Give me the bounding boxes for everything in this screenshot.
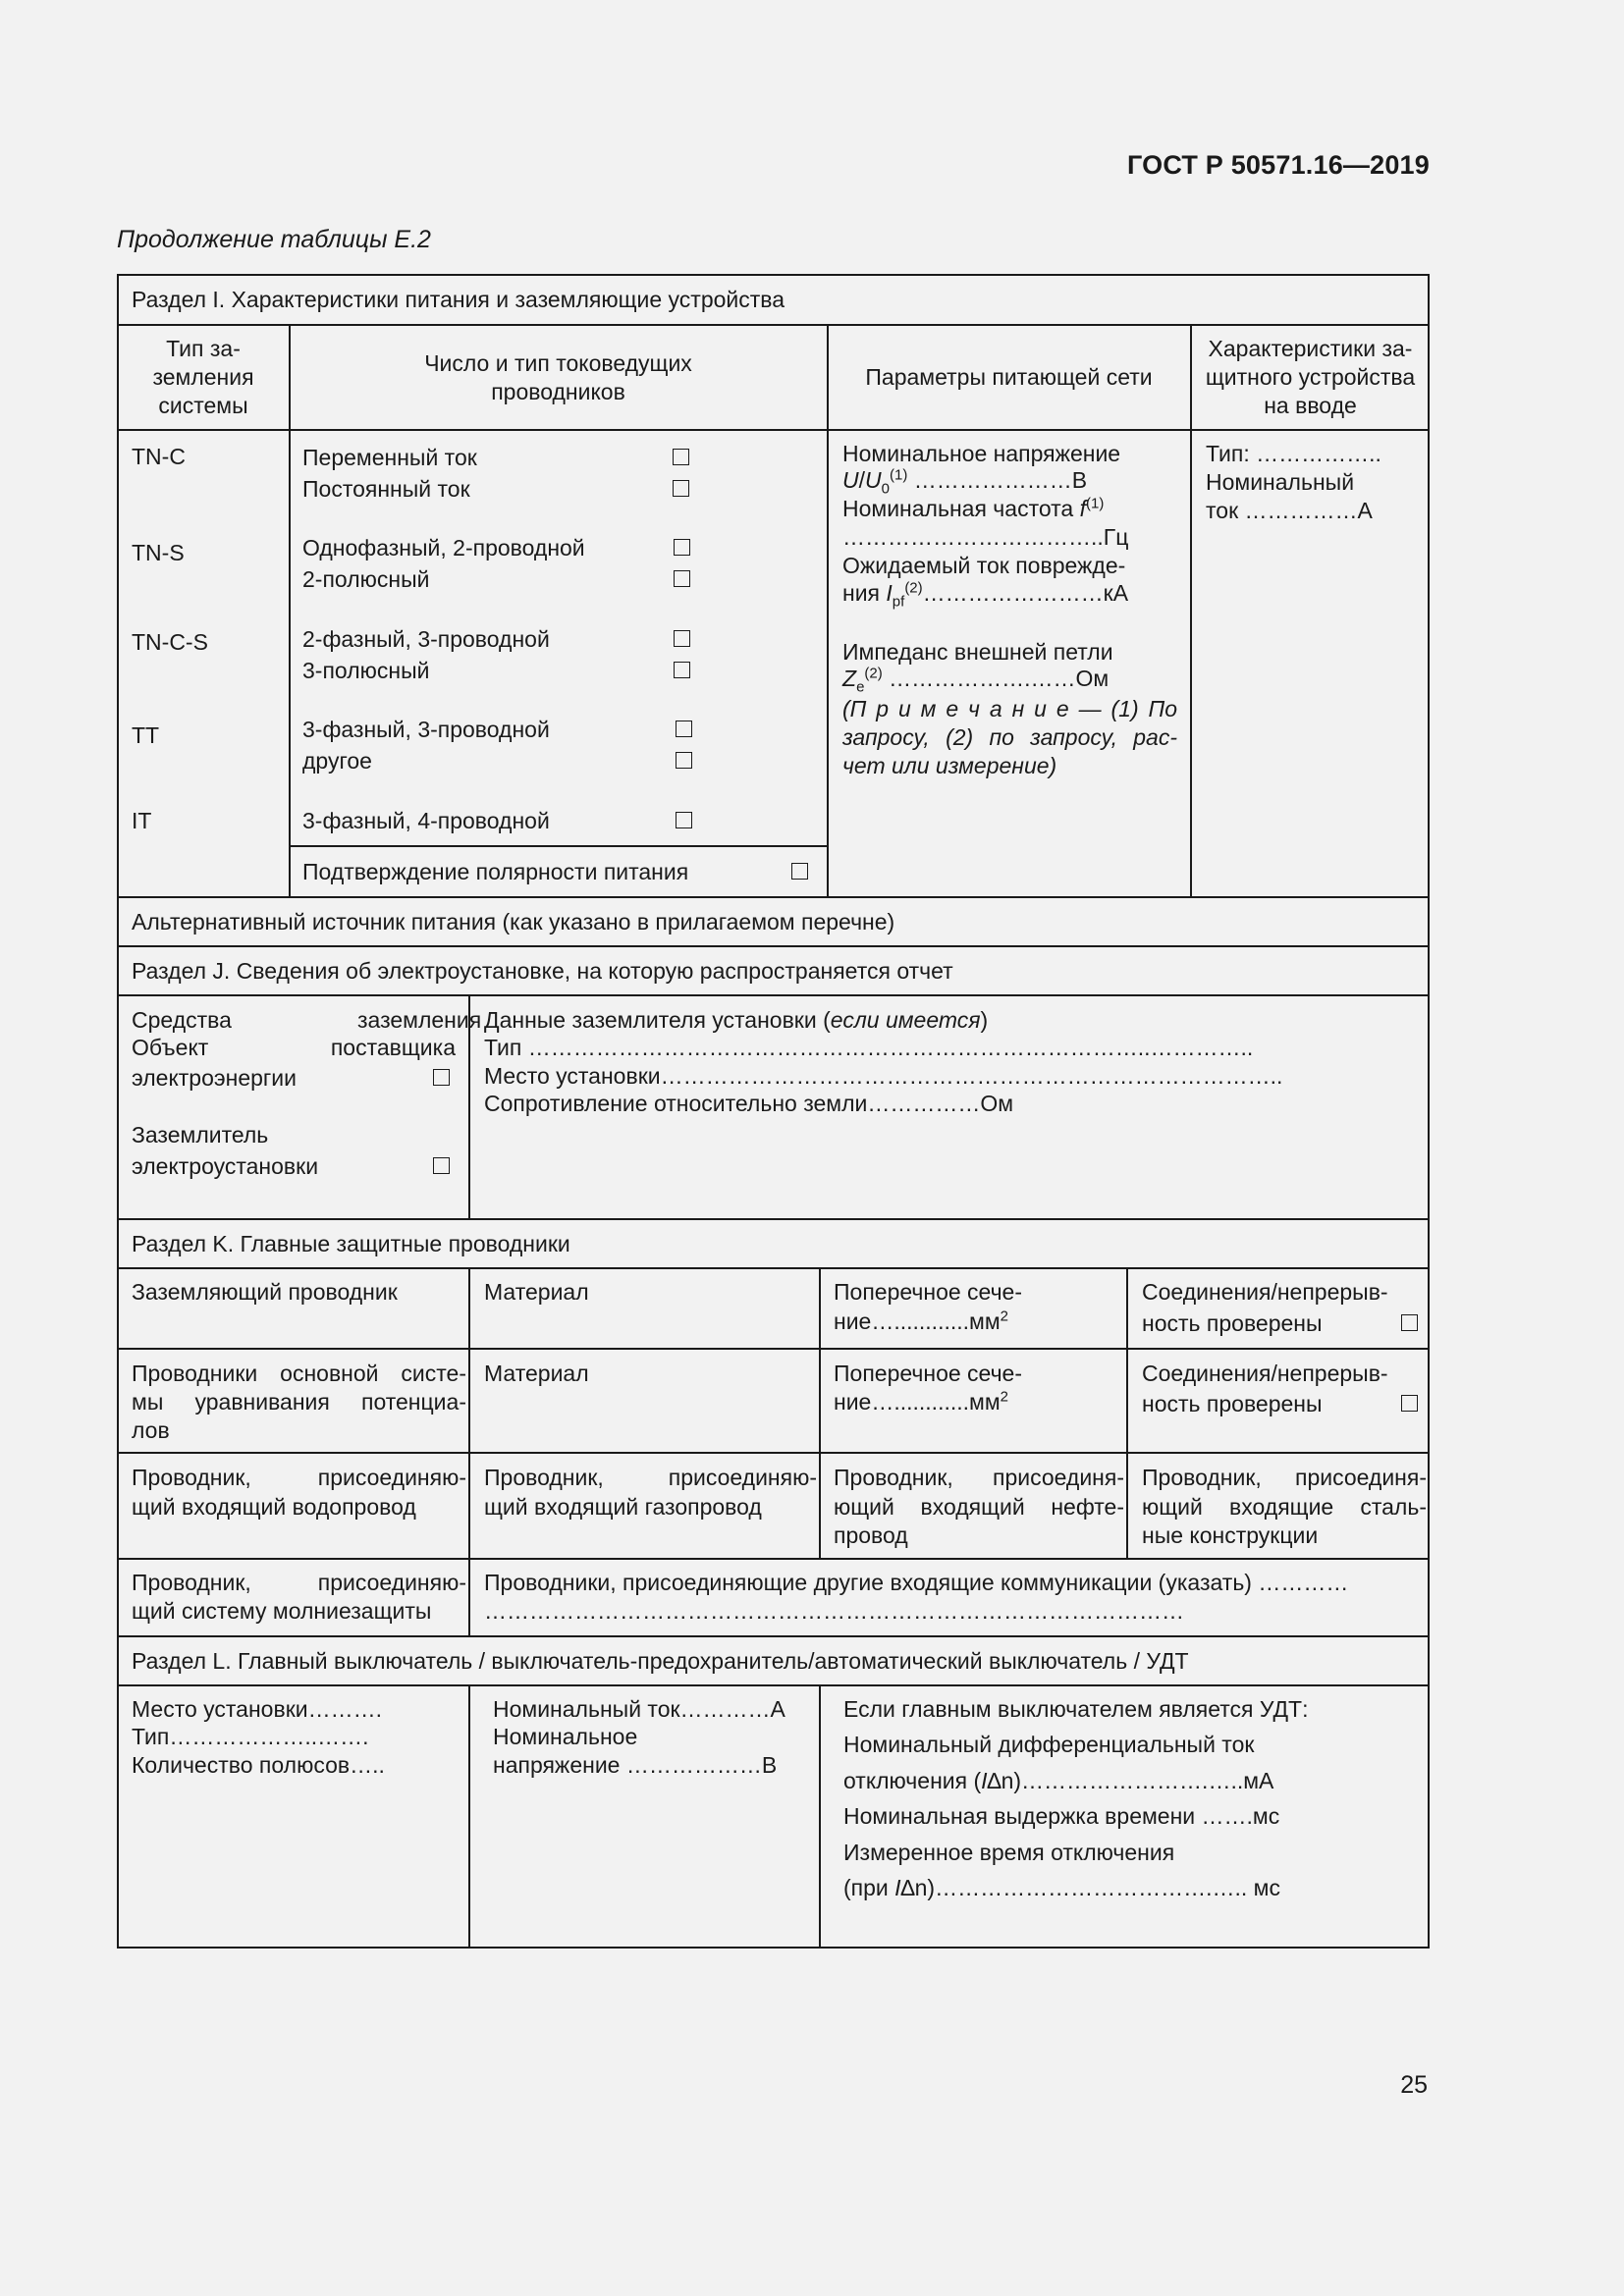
fault-current-field	[842, 579, 1129, 611]
checkbox-3ph-4w[interactable]	[676, 812, 692, 828]
rule	[117, 1684, 1430, 1686]
dotted-field: ……………….……Ом	[882, 666, 1110, 691]
rcd-time-delay-field: Номинальная выдержка времени …….мс	[843, 1803, 1280, 1829]
fault-current-label: Ожидаемый ток поврежде-	[842, 553, 1126, 578]
cross-section-field	[834, 1308, 1008, 1336]
header-line: системы	[158, 393, 248, 418]
steel-conductor-line: ные конструкции	[1142, 1522, 1319, 1548]
rule	[117, 994, 1430, 996]
rule	[117, 896, 1430, 898]
rated-voltage-label: Номинальное	[493, 1724, 638, 1749]
installation-electrode-label: Заземлитель	[132, 1122, 269, 1148]
means-of-earthing-left: Средства	[132, 1007, 232, 1033]
earthing-conductor: Заземляющий проводник	[132, 1279, 398, 1305]
checkbox-supplier-facility[interactable]	[433, 1069, 450, 1086]
rule	[290, 845, 828, 847]
section-k-title: Раздел K. Главные защитные проводники	[132, 1231, 570, 1256]
label-text: )	[980, 1007, 989, 1033]
table-continuation-caption: Продолжение таблицы Е.2	[117, 226, 431, 253]
conductor-dc: Постоянный ток	[302, 476, 470, 502]
rule	[117, 1635, 1430, 1637]
conductor-3ph-3w: 3-фазный, 3-проводной	[302, 717, 550, 742]
subscript: e	[856, 678, 865, 696]
checkbox-2ph-3w[interactable]	[674, 630, 690, 647]
note-line: чет или измерение)	[842, 753, 1057, 778]
note-line: (П р и м е ч а н и е — (1) По	[842, 696, 1177, 721]
label-text: ния	[842, 580, 887, 606]
other-services-label: Проводники, присоединяющие другие входящие коммуникации (указать) …………	[484, 1570, 1349, 1595]
rule	[117, 1558, 1430, 1560]
header-line: Характеристики за-	[1208, 336, 1413, 361]
supplier-facility-left: Объект	[132, 1035, 209, 1060]
rule	[117, 324, 1430, 326]
standard-code: ГОСТ Р 50571.16—2019	[1127, 150, 1430, 180]
electricity-label: электроэнергии	[132, 1065, 297, 1091]
superscript: 2	[1000, 1388, 1008, 1406]
means-of-earthing-right: заземления	[357, 1007, 482, 1033]
conductor-3pole: 3-полюсный	[302, 658, 430, 683]
checkbox-1ph-2w[interactable]	[674, 539, 690, 556]
superscript: (1)	[1085, 495, 1105, 512]
continuity-checked-label: Соединения/непрерыв-	[1142, 1361, 1388, 1386]
rule	[117, 1452, 1430, 1454]
bonding-conductors-line: мы уравнивания потенциа-	[132, 1389, 466, 1415]
conductor-3ph-4w: 3-фазный, 4-проводной	[302, 808, 550, 833]
lightning-conductor-line: Проводник, присоединяю-	[132, 1570, 466, 1595]
i-symbol: I	[886, 580, 893, 606]
cross-section-field	[834, 1388, 1008, 1416]
conductor-2pole: 2-полюсный	[302, 566, 430, 592]
rule	[117, 1218, 1430, 1220]
checkbox-installation-electrode[interactable]	[433, 1157, 450, 1174]
rated-voltage-field: напряжение ………………В	[493, 1752, 778, 1778]
page-number: 25	[1400, 2071, 1428, 2099]
checkbox-2pole[interactable]	[674, 570, 690, 587]
header-line: земления	[152, 364, 254, 390]
electrode-location-field: Место установки………………………………………………………………………..	[484, 1063, 1283, 1089]
rcd-measured-time-label: Измеренное время отключения	[843, 1840, 1175, 1865]
superscript: (2)	[904, 579, 923, 597]
superscript: (1)	[889, 466, 908, 484]
supplier-facility-right: поставщика	[330, 1035, 456, 1060]
rule	[117, 945, 1430, 947]
conductor-other: другое	[302, 748, 372, 774]
system-tn-c: TN-C	[132, 444, 186, 469]
gas-conductor-line: Проводник, присоединяю-	[484, 1465, 817, 1490]
oil-conductor-line: провод	[834, 1522, 908, 1548]
header-line: проводников	[491, 379, 625, 404]
electrode-data-label	[484, 1006, 988, 1035]
label-text: (при	[843, 1875, 895, 1900]
electrode-resistance-field: Сопротивление относительно земли……………Ом	[484, 1091, 1014, 1116]
oil-conductor-line: Проводник, присоединя-	[834, 1465, 1124, 1490]
dotted-field: ∆n)……………………………….….. мс	[900, 1875, 1280, 1900]
rcd-measured-time-field	[843, 1874, 1280, 1902]
section-i-title: Раздел I. Характеристики питания и заземляющие устройства	[132, 287, 785, 312]
z-symbol: Z	[842, 666, 857, 691]
checkbox-continuity-bonding[interactable]	[1401, 1395, 1418, 1412]
rcd-trip-current-field	[843, 1767, 1273, 1795]
cross-section-label: Поперечное сече-	[834, 1361, 1023, 1386]
device-rated-label: Номинальный	[1206, 469, 1355, 495]
steel-conductor-line: ющий входящие сталь-	[1142, 1494, 1427, 1520]
system-tn-c-s: TN-C-S	[132, 629, 208, 655]
gas-conductor-line: щий входящий газопровод	[484, 1494, 762, 1520]
header-line: щитного устройства	[1205, 364, 1416, 390]
rule	[468, 1267, 470, 1635]
continuity-checked-label: Соединения/непрерыв-	[1142, 1279, 1388, 1305]
bonding-conductors-line: лов	[132, 1417, 170, 1443]
conductor-ac: Переменный ток	[302, 445, 477, 470]
conductor-1ph-2w: Однофазный, 2-проводной	[302, 535, 585, 561]
rule	[819, 1684, 821, 1949]
section-l-title: Раздел L. Главный выключатель / выключатель-предохранитель/автоматический выключатель / УДТ	[132, 1648, 1189, 1674]
continuity-checked-label-2: ность проверены	[1142, 1310, 1323, 1336]
dotted-field: ……………………кА	[922, 580, 1129, 606]
cross-section-label: Поперечное сече-	[834, 1279, 1023, 1305]
rated-current-field: Номинальный ток…………А	[493, 1696, 785, 1722]
superscript: (2)	[864, 665, 883, 682]
i-symbol: I	[894, 1875, 901, 1900]
label-text: Номинальная частота	[842, 496, 1080, 521]
i-symbol: I	[981, 1768, 988, 1793]
system-tn-s: TN-S	[132, 540, 185, 565]
rcd-condition: Если главным выключателем является УДТ:	[843, 1696, 1309, 1722]
rule	[1126, 1267, 1128, 1558]
label-text-italic: если имеется	[830, 1007, 981, 1033]
water-conductor-line: щий входящий водопровод	[132, 1494, 416, 1520]
oil-conductor-line: ющий входящий нефте-	[834, 1494, 1124, 1520]
label-text: Данные заземлителя установки (	[484, 1007, 831, 1033]
header-line: на вводе	[1264, 393, 1357, 418]
bonding-conductors-line: Проводники основной систе-	[132, 1361, 466, 1386]
loop-impedance-label: Импеданс внешней петли	[842, 639, 1113, 665]
rcd-rated-differential: Номинальный дифференциальный ток	[843, 1732, 1255, 1757]
subscript: 0	[881, 480, 890, 498]
rule	[289, 324, 291, 896]
steel-conductor-line: Проводник, присоединя-	[1142, 1465, 1427, 1490]
u-symbol: U	[842, 467, 859, 493]
rule	[117, 1267, 1430, 1269]
checkbox-ac[interactable]	[673, 449, 689, 465]
superscript: 2	[1000, 1308, 1008, 1325]
subscript: pf	[892, 593, 905, 611]
rated-frequency-label	[842, 495, 1104, 523]
dotted-field: ние…............мм	[834, 1389, 1001, 1415]
loop-impedance-field	[842, 665, 1110, 696]
checkbox-3ph-3w[interactable]	[676, 721, 692, 737]
rated-voltage-label: Номинальное напряжение	[842, 441, 1121, 466]
dotted-field: ние…............мм	[834, 1308, 1001, 1334]
dotted-field: …………………В	[907, 467, 1088, 493]
device-type-field: Тип: ……………..	[1206, 441, 1381, 466]
checkbox-3pole[interactable]	[674, 662, 690, 678]
switch-poles-field: Количество полюсов…..	[132, 1752, 385, 1778]
polarity-confirmation: Подтверждение полярности питания	[302, 859, 689, 884]
system-tt: TT	[132, 722, 160, 748]
system-it: IT	[132, 808, 152, 833]
note-line: запросу, (2) по запросу, рас-	[842, 724, 1177, 750]
rated-voltage-field	[842, 466, 1088, 498]
rule	[819, 1267, 821, 1558]
f-symbol: f	[1079, 496, 1086, 521]
conductor-2ph-3w: 2-фазный, 3-проводной	[302, 626, 550, 652]
separator: /	[858, 467, 866, 493]
installation-electrode-label-2: электроустановки	[132, 1153, 319, 1179]
electrode-type-field: Тип ………………………………………………………………………..…………..	[484, 1035, 1254, 1060]
rule	[827, 324, 829, 896]
checkbox-dc[interactable]	[673, 480, 689, 497]
label-text: отключения (	[843, 1768, 982, 1793]
rule	[117, 1348, 1430, 1350]
rule	[117, 429, 1430, 431]
checkbox-continuity-earthing[interactable]	[1401, 1314, 1418, 1331]
header-line: Число и тип токоведущих	[424, 350, 692, 376]
device-current-field: ток ……………А	[1206, 498, 1373, 523]
section-j-title: Раздел J. Сведения об электроустановке, на которую распространяется отчет	[132, 958, 953, 984]
alternative-source: Альтернативный источник питания (как указано в прилагаемом перечне)	[132, 909, 895, 934]
other-services-field: …………………………………………………………………………………	[484, 1598, 1184, 1624]
switch-type-field: Тип………………..…….	[132, 1724, 369, 1749]
rated-frequency-field: ……………………………..Гц	[842, 524, 1129, 550]
u0-symbol: U	[865, 467, 882, 493]
checkbox-other[interactable]	[676, 752, 692, 769]
checkbox-polarity[interactable]	[791, 863, 808, 880]
rule	[468, 1684, 470, 1949]
lightning-conductor-line: щий систему молниезащиты	[132, 1598, 432, 1624]
header-line: Тип за-	[166, 336, 241, 361]
continuity-checked-label-2: ность проверены	[1142, 1391, 1323, 1416]
supply-parameters-header: Параметры питающей сети	[865, 364, 1153, 390]
material-label: Материал	[484, 1279, 589, 1305]
material-label: Материал	[484, 1361, 589, 1386]
water-conductor-line: Проводник, присоединяю-	[132, 1465, 466, 1490]
dotted-field: ∆n)…………………….…..мА	[987, 1768, 1274, 1793]
switch-location-field: Место установки……….	[132, 1696, 382, 1722]
